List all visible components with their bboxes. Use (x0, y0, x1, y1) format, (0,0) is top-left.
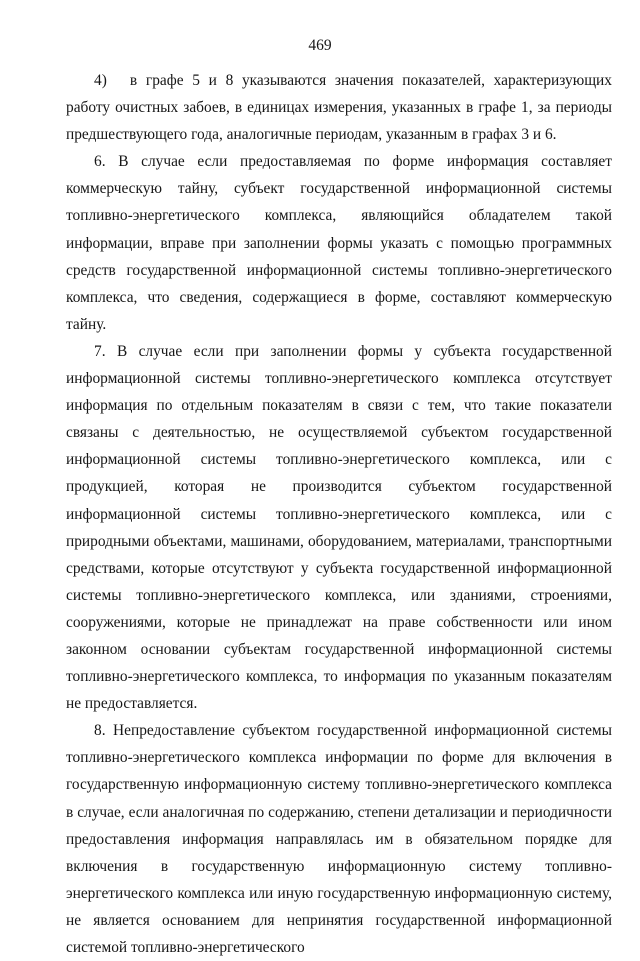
paragraph-6: 6. В случае если предоставляемая по форме информация составляет коммерческую тайну, субъект государственной информационной системы топливно-энергетического комплекса, являющийся обладателем такой информации, вправе при заполнении формы указать с помощью программных средств государственной информационной системы топливно-энергетического комплекса, что сведения, содержащиеся в форме, составляют коммерческую тайну. (66, 153, 612, 333)
paragraph-item-4: 4) в графе 5 и 8 указываются значения показателей, характеризующих работу очистных забоев, в единицах измерения, указанных в графе 1, за периоды предшествующего года, аналогичные периодам, указанным в графах 3 и 6. (66, 72, 612, 144)
document-body (66, 67, 612, 961)
page-number: 469 (308, 37, 332, 54)
paragraph-8: 8. Непредоставление субъектом государственной информационной системы топливно-энергетического комплекса информации по форме для включения в государственную информационную систему топливно-энергетического комплекса в случае, если аналогичная по содержанию, степени детализации и периодичности предоставления информация направлялась им в обязательном порядке для включения в государственную информационную систему топливно-энергетического комплекса или иную государственную информационную систему, не является основанием для непринятия государственной информационной системой топливно-энергетического (66, 722, 612, 956)
paragraph-7: 7. В случае если при заполнении формы у субъекта государственной информационной системы топливно-энергетического комплекса отсутствует информация по отдельным показателям в связи с тем, что такие показатели связаны с деятельностью, не осуществляемой субъектом государственной информационной системы топливно-энергетического комплекса, или с продукцией, которая не производится субъектом государственной информационной системы топливно-энергетического комплекса, или с природными объектами, машинами, оборудованием, материалами, транспортными средствами, которые отсутствуют у субъекта государственной информационной системы топливно-энергетического комплекса, или зданиями, строениями, сооружениями, которые не принадлежат на праве собственности или ином законном основании субъектам государственной информационной системы топливно-энергетического комплекса, то информация по указанным показателям не предоставляется. (66, 342, 612, 713)
